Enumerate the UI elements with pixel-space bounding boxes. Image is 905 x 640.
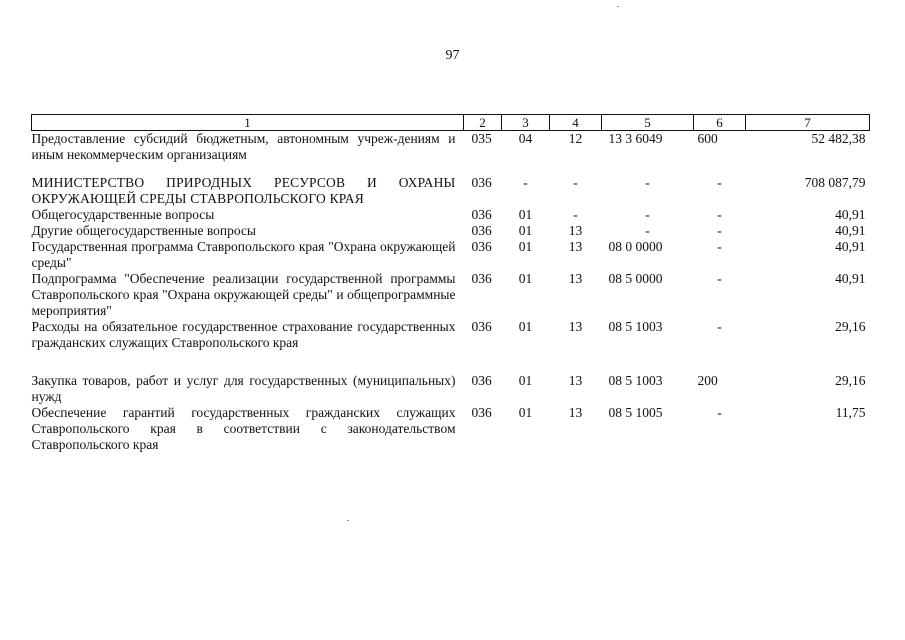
table-row <box>32 223 870 239</box>
row-subsection-code: 13 <box>568 373 583 388</box>
row-description: Общегосударственные вопросы <box>31 207 215 222</box>
row-ministry-code: 036 <box>471 175 492 190</box>
row-description: Предоставление субсидий бюджетным, автономным учреж-дениям и иным некоммерческим организациям <box>31 131 456 162</box>
row-section-code: 01 <box>518 319 533 334</box>
row-description: Подпрограмма "Обеспечение реализации государственной программы Ставропольского края "Охрана окружающей среды" и общепрограммные мероприятия" <box>31 271 456 318</box>
row-target-code: 08 5 1005 <box>608 405 663 420</box>
scan-speck <box>617 6 619 7</box>
row-amount: 40,91 <box>835 223 866 238</box>
row-section-code: 04 <box>518 131 533 146</box>
row-amount: 11,75 <box>835 405 866 420</box>
row-expense-type: 600 <box>697 131 718 146</box>
header-col-6: 6 <box>694 115 746 131</box>
row-section-code: 01 <box>518 373 533 388</box>
budget-table <box>31 114 870 453</box>
row-section-code: 01 <box>518 207 533 222</box>
row-ministry-code: 036 <box>471 223 492 238</box>
row-target-code: 08 5 1003 <box>608 373 663 388</box>
row-subsection-code: - <box>573 207 578 222</box>
row-section-code: 01 <box>518 239 533 254</box>
row-expense-type: - <box>717 207 722 222</box>
row-expense-type: - <box>717 271 722 286</box>
header-col-3: 3 <box>502 115 550 131</box>
row-subsection-code: 13 <box>568 319 583 334</box>
row-target-code: 08 5 0000 <box>608 271 663 286</box>
table-row <box>32 405 870 453</box>
table-row <box>32 373 870 405</box>
row-description: Обеспечение гарантий государственных гражданских служащих Ставропольского края в соответствии с законодательством Ставропольского края <box>31 405 456 452</box>
row-ministry-code: 036 <box>471 239 492 254</box>
table-row <box>32 271 870 319</box>
row-section-code: 01 <box>518 405 533 420</box>
row-description: Расходы на обязательное государственное страхование государственных гражданских служащих Ставропольского края <box>31 319 456 350</box>
header-col-1: 1 <box>32 115 464 131</box>
row-amount: 29,16 <box>835 319 866 334</box>
row-description: Другие общегосударственные вопросы <box>31 223 256 238</box>
row-ministry-code: 036 <box>471 373 492 388</box>
scan-speck <box>347 520 349 521</box>
row-target-code: - <box>645 223 650 238</box>
table-row <box>32 207 870 223</box>
row-ministry-code: 036 <box>471 405 492 420</box>
row-amount: 52 482,38 <box>811 131 866 146</box>
row-subsection-code: 12 <box>568 131 583 146</box>
row-amount: 40,91 <box>835 207 866 222</box>
row-amount: 708 087,79 <box>804 175 866 190</box>
row-amount: 29,16 <box>835 373 866 388</box>
row-description: МИНИСТЕРСТВО ПРИРОДНЫХ РЕСУРСОВ И ОХРАНЫ ОКРУЖАЮЩЕЙ СРЕДЫ СТАВРОПОЛЬСКОГО КРАЯ <box>31 175 456 206</box>
table-row <box>32 239 870 271</box>
row-subsection-code: 13 <box>568 271 583 286</box>
row-subsection-code: - <box>573 175 578 190</box>
row-subsection-code: 13 <box>568 239 583 254</box>
row-amount: 40,91 <box>835 271 866 286</box>
row-target-code: 08 5 1003 <box>608 319 663 334</box>
row-ministry-code: 036 <box>471 271 492 286</box>
row-expense-type: - <box>717 239 722 254</box>
row-target-code: 13 3 6049 <box>608 131 663 146</box>
header-col-4: 4 <box>550 115 602 131</box>
row-description: Закупка товаров, работ и услуг для государственных (муниципальных) нужд <box>31 373 456 404</box>
row-ministry-code: 036 <box>471 319 492 334</box>
row-section-code: 01 <box>518 223 533 238</box>
table-row <box>32 175 870 207</box>
row-ministry-code: 036 <box>471 207 492 222</box>
page-number: 97 <box>445 48 460 63</box>
row-expense-type: 200 <box>697 373 718 388</box>
table-body <box>32 131 870 454</box>
row-subsection-code: 13 <box>568 405 583 420</box>
row-description: Государственная программа Ставропольского края "Охрана окружающей среды" <box>31 239 456 270</box>
row-expense-type: - <box>717 319 722 334</box>
table-row <box>32 131 870 176</box>
header-row <box>32 115 870 131</box>
header-col-7: 7 <box>746 115 870 131</box>
table-row <box>32 319 870 373</box>
row-expense-type: - <box>717 175 722 190</box>
row-target-code: - <box>645 175 650 190</box>
row-expense-type: - <box>717 223 722 238</box>
table-header <box>32 115 870 131</box>
row-expense-type: - <box>717 405 722 420</box>
row-ministry-code: 035 <box>471 131 492 146</box>
row-section-code: - <box>523 175 528 190</box>
header-col-5: 5 <box>602 115 694 131</box>
row-target-code: 08 0 0000 <box>608 239 663 254</box>
row-subsection-code: 13 <box>568 223 583 238</box>
row-amount: 40,91 <box>835 239 866 254</box>
header-col-2: 2 <box>464 115 502 131</box>
row-target-code: - <box>645 207 650 222</box>
row-section-code: 01 <box>518 271 533 286</box>
